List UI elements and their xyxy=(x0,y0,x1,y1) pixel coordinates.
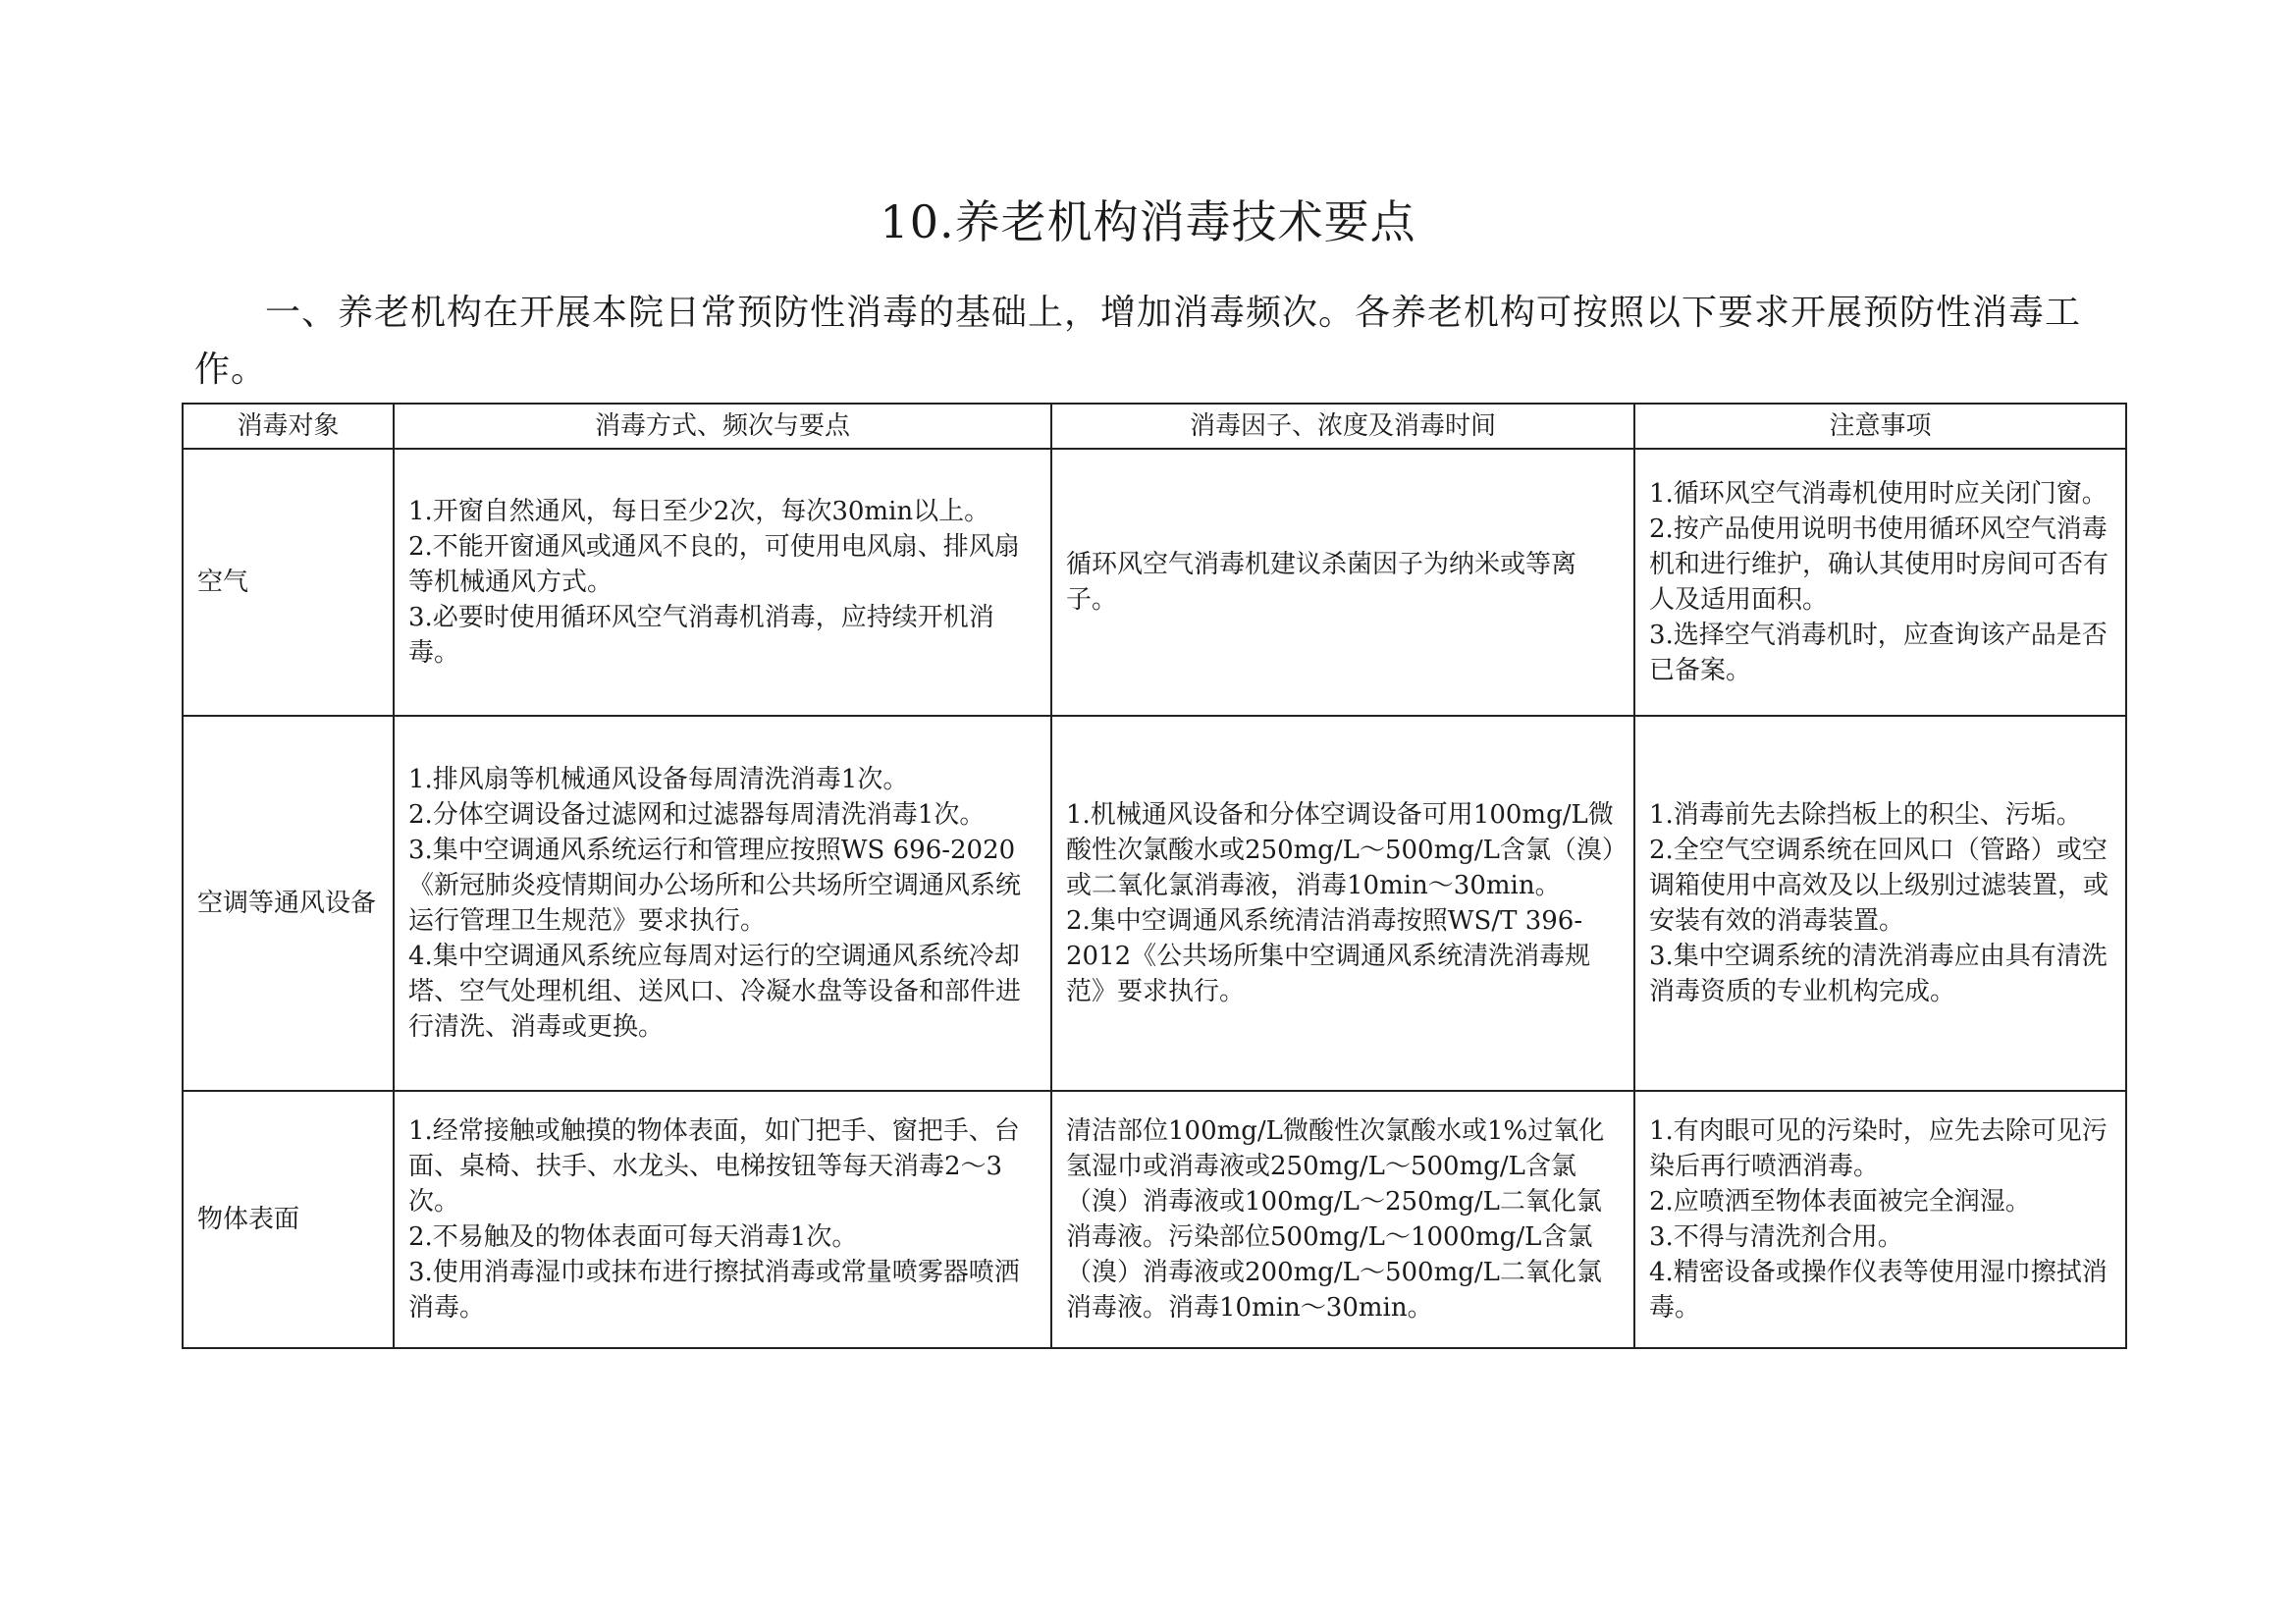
object-cell: 空调等通风设备 xyxy=(183,716,394,1091)
notes-cell xyxy=(1634,716,2126,1091)
method-item: 3.必要时使用循环风空气消毒机消毒，应持续开机消毒。 xyxy=(408,603,994,668)
header-object: 消毒对象 xyxy=(183,404,394,449)
intro-paragraph: 一、养老机构在开展本院日常预防性消毒的基础上，增加消毒频次。各养老机构可按照以下要求开展预防性消毒工作。 xyxy=(194,293,2082,390)
note-item: 3.集中空调系统的清洗消毒应由具有清洗消毒资质的专业机构完成。 xyxy=(1649,942,2108,1006)
note-item: 2.全空气空调系统在回风口（管路）或空调箱使用中高效及以上级别过滤装置，或安装有效的消毒装置。 xyxy=(1649,836,2109,936)
methods-cell xyxy=(394,716,1051,1091)
notes-cell xyxy=(1634,1091,2126,1348)
table-row xyxy=(183,449,2126,716)
methods-cell xyxy=(394,449,1051,716)
methods-cell xyxy=(394,1091,1051,1348)
note-item: 2.应喷洒至物体表面被完全润湿。 xyxy=(1649,1187,2031,1217)
factor-item: 清洁部位100mg/L微酸性次氯酸水或1%过氧化氢湿巾或消毒液或250mg/L～500mg/L含氯（溴）消毒液或100mg/L～250mg/L二氧化氯消毒液。污染部位500mg/L～1000mg/L含氯（溴）消毒液或200mg/L～500mg/L二氧化氯消毒液。消毒10min～30min。 xyxy=(1066,1116,1605,1323)
method-item: 2.不易触及的物体表面可每天消毒1次。 xyxy=(408,1222,858,1252)
object-cell: 空气 xyxy=(183,449,394,716)
page-title: 10.养老机构消毒技术要点 xyxy=(880,195,1416,248)
note-item: 1.消毒前先去除挡板上的积尘、污垢。 xyxy=(1649,800,2082,830)
factors-cell xyxy=(1051,716,1634,1091)
note-item: 1.有肉眼可见的污染时，应先去除可见污染后再行喷洒消毒。 xyxy=(1649,1116,2108,1181)
note-item: 2.按产品使用说明书使用循环风空气消毒机和进行维护，确认其使用时房间可否有人及适用面积。 xyxy=(1649,514,2109,615)
method-item: 3.集中空调通风系统运行和管理应按照WS 696-2020《新冠肺炎疫情期间办公场所和公共场所空调通风系统运行管理卫生规范》要求执行。 xyxy=(408,836,1022,936)
table-row xyxy=(183,716,2126,1091)
factors-cell xyxy=(1051,1091,1634,1348)
header-methods: 消毒方式、频次与要点 xyxy=(394,404,1051,449)
factor-item: 循环风空气消毒机建议杀菌因子为纳米或等离子。 xyxy=(1066,550,1577,615)
note-item: 4.精密设备或操作仪表等使用湿巾擦拭消毒。 xyxy=(1649,1258,2108,1323)
method-item: 1.经常接触或触摸的物体表面，如门把手、窗把手、台面、桌椅、扶手、水龙头、电梯按钮等每天消毒2～3次。 xyxy=(408,1116,1020,1217)
method-item: 3.使用消毒湿巾或抹布进行擦拭消毒或常量喷雾器喷洒消毒。 xyxy=(408,1258,1020,1323)
note-item: 1.循环风空气消毒机使用时应关闭门窗。 xyxy=(1649,479,2108,509)
method-item: 4.集中空调通风系统应每周对运行的空调通风系统冷却塔、空气处理机组、送风口、冷凝水盘等设备和部件进行清洗、消毒或更换。 xyxy=(408,942,1022,1042)
factors-cell xyxy=(1051,449,1634,716)
method-item: 2.不能开窗通风或通风不良的，可使用电风扇、排风扇等机械通风方式。 xyxy=(408,532,1020,597)
object-cell: 物体表面 xyxy=(183,1091,394,1348)
method-item: 1.开窗自然通风，每日至少2次，每次30min以上。 xyxy=(408,497,990,526)
disinfection-table xyxy=(182,403,2127,1349)
header-factors: 消毒因子、浓度及消毒时间 xyxy=(1051,404,1634,449)
note-item: 3.选择空气消毒机时，应查询该产品是否已备案。 xyxy=(1649,621,2108,685)
notes-cell xyxy=(1634,449,2126,716)
factor-item: 2.集中空调通风系统清洁消毒按照WS/T 396-2012《公共场所集中空调通风系统清洗消毒规范》要求执行。 xyxy=(1066,906,1591,1006)
table-row xyxy=(183,1091,2126,1348)
table-header-row xyxy=(183,404,2126,449)
header-notes: 注意事项 xyxy=(1634,404,2126,449)
method-item: 1.排风扇等机械通风设备每周清洗消毒1次。 xyxy=(408,765,909,794)
note-item: 3.不得与清洗剂合用。 xyxy=(1649,1222,1903,1252)
method-item: 2.分体空调设备过滤网和过滤器每周清洗消毒1次。 xyxy=(408,800,986,830)
factor-item: 1.机械通风设备和分体空调设备可用100mg/L微酸性次氯酸水或250mg/L～500mg/L含氯（溴）或二氧化氯消毒液，消毒10min～30min。 xyxy=(1066,800,1615,900)
